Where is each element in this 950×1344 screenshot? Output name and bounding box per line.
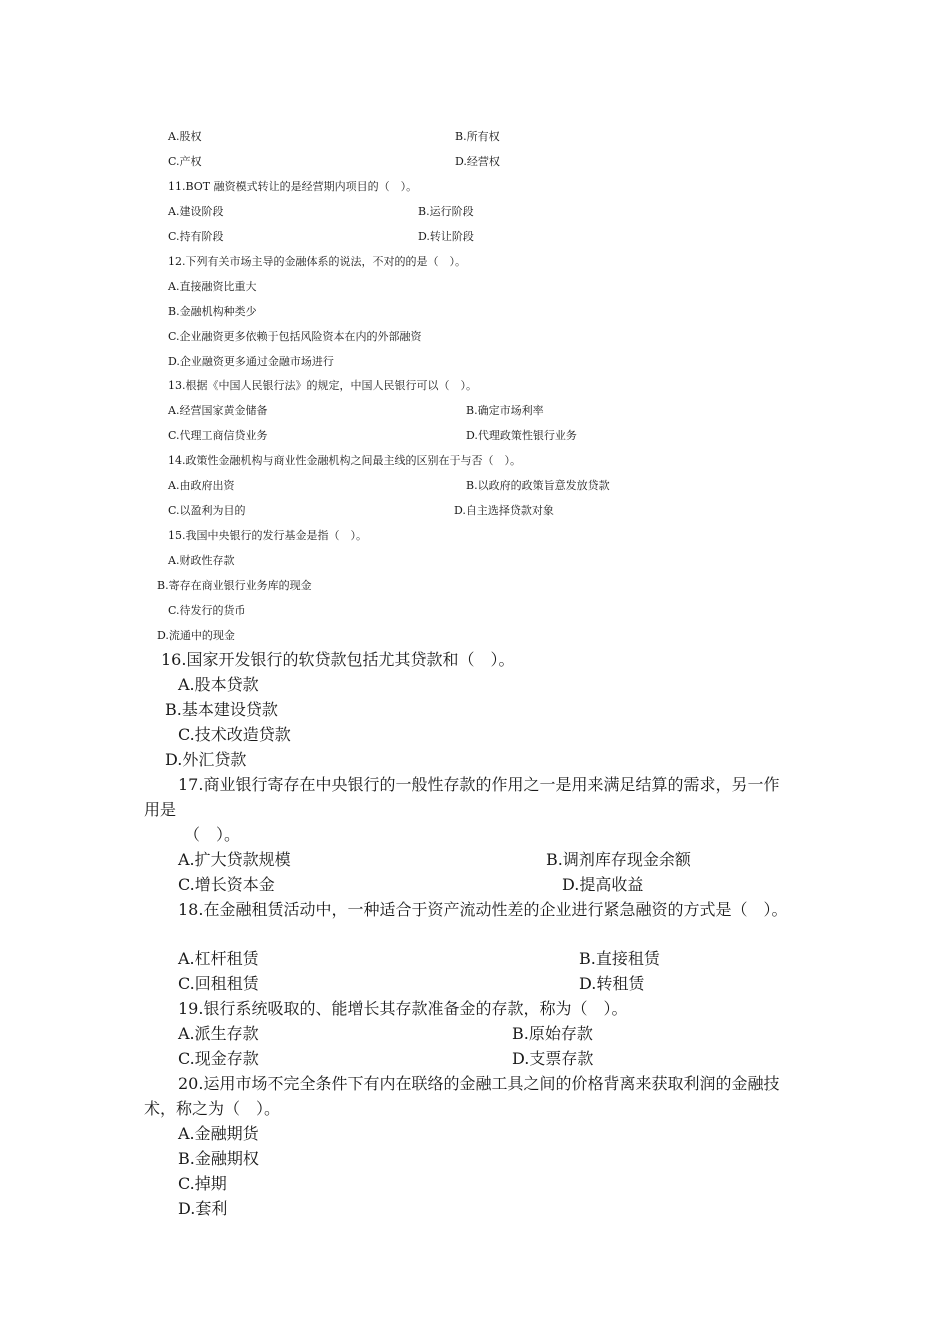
- q12-option-a: A.直接融资比重大: [168, 280, 257, 293]
- q11-option-c: C.持有阶段: [168, 230, 224, 243]
- q17-option-c: C.增长资本金: [178, 875, 275, 894]
- q14-question: 14.政策性金融机构与商业性金融机构之间最主线的区别在于与否（ ）。: [168, 454, 521, 467]
- q11-option-a: A.建设阶段: [168, 205, 224, 218]
- q10-option-b: B.所有权: [455, 130, 500, 143]
- q14-option-c: C.以盈利为目的: [168, 504, 246, 517]
- q15-option-d: D.流通中的现金: [157, 629, 235, 642]
- q16-option-b: B.基本建设贷款: [165, 700, 278, 719]
- q18-option-c: C.回租租赁: [178, 974, 259, 993]
- q12-option-b: B.金融机构种类少: [168, 305, 257, 318]
- q14-option-b: B.以政府的政策旨意发放贷款: [466, 479, 610, 492]
- q10-option-d: D.经营权: [455, 155, 500, 168]
- q20-option-a: A.金融期货: [178, 1124, 259, 1143]
- q13-question: 13.根据《中国人民银行法》的规定，中国人民银行可以（ ）。: [168, 379, 477, 392]
- q11-option-d: D.转让阶段: [418, 230, 474, 243]
- q18-option-d: D.转租赁: [579, 974, 645, 993]
- q20-option-c: C.掉期: [178, 1174, 227, 1193]
- q16-option-c: C.技术改造贷款: [178, 725, 291, 744]
- q19-option-b: B.原始存款: [512, 1024, 593, 1043]
- q11-option-b: B.运行阶段: [418, 205, 474, 218]
- q17-question-line1: 17.商业银行寄存在中央银行的一般性存款的作用之一是用来满足结算的需求，另一作: [178, 775, 780, 794]
- q10-option-c: C.产权: [168, 155, 202, 168]
- q14-option-d: D.自主选择贷款对象: [454, 504, 554, 517]
- q20-question-line2: 术，称之为（ ）。: [144, 1099, 281, 1118]
- q17-option-a: A.扩大贷款规模: [178, 850, 291, 869]
- q13-option-c: C.代理工商信贷业务: [168, 429, 268, 442]
- q15-option-b: B.寄存在商业银行业务库的现金: [157, 579, 312, 592]
- q15-option-c: C.待发行的货币: [168, 604, 246, 617]
- q16-option-a: A.股本贷款: [178, 675, 259, 694]
- q17-option-d: D.提高收益: [562, 875, 644, 894]
- q10-option-a: A.股权: [168, 130, 202, 143]
- q13-option-b: B.确定市场利率: [466, 404, 544, 417]
- q20-question-line1: 20.运用市场不完全条件下有内在联络的金融工具之间的价格背离来获取利润的金融技: [178, 1074, 780, 1093]
- q19-option-a: A.派生存款: [178, 1024, 259, 1043]
- q13-option-a: A.经营国家黄金储备: [168, 404, 268, 417]
- q12-option-c: C.企业融资更多依赖于包括风险资本在内的外部融资: [168, 330, 422, 343]
- q18-option-b: B.直接租赁: [579, 949, 660, 968]
- q20-option-d: D.套利: [178, 1199, 228, 1218]
- q11-question: 11.BOT 融资模式转让的是经营期内项目的（ ）。: [168, 180, 418, 193]
- q19-option-d: D.支票存款: [512, 1049, 594, 1068]
- q17-question-line3: （ ）。: [184, 825, 241, 844]
- q19-option-c: C.现金存款: [178, 1049, 259, 1068]
- q17-option-b: B.调剂库存现金余额: [546, 850, 691, 869]
- q18-question: 18.在金融租赁活动中，一种适合于资产流动性差的企业进行紧急融资的方式是（ ）。: [178, 900, 788, 919]
- q19-question: 19.银行系统吸取的、能增长其存款准备金的存款，称为（ ）。: [178, 999, 628, 1018]
- q20-option-b: B.金融期权: [178, 1149, 259, 1168]
- q16-question: 16.国家开发银行的软贷款包括尤其贷款和（ ）。: [161, 650, 515, 669]
- q12-question: 12.下列有关市场主导的金融体系的说法，不对的的是（ ）。: [168, 255, 466, 268]
- q16-option-d: D.外汇贷款: [165, 750, 247, 769]
- q13-option-d: D.代理政策性银行业务: [466, 429, 577, 442]
- q15-question: 15.我国中央银行的发行基金是指（ ）。: [168, 529, 367, 542]
- q18-option-a: A.杠杆租赁: [178, 949, 259, 968]
- q17-question-line2: 用是: [144, 800, 177, 819]
- q14-option-a: A.由政府出资: [168, 479, 235, 492]
- q15-option-a: A.财政性存款: [168, 554, 235, 567]
- q12-option-d: D.企业融资更多通过金融市场进行: [168, 355, 334, 368]
